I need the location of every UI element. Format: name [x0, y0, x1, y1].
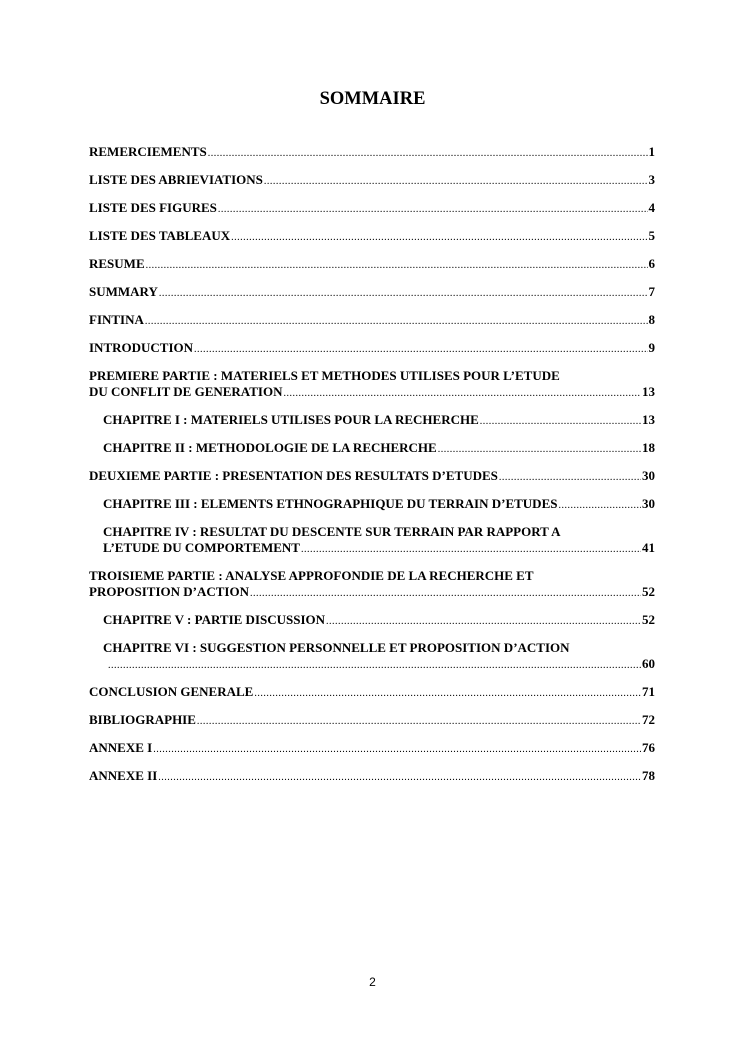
- dot-leader: [158, 770, 641, 786]
- toc-entry[interactable]: [103, 640, 655, 674]
- toc-entry[interactable]: [89, 284, 655, 302]
- toc-entry[interactable]: [89, 368, 655, 402]
- toc-entry-title: LISTE DES FIGURES: [89, 200, 217, 215]
- dot-leader: [558, 498, 641, 514]
- toc-entry[interactable]: [89, 684, 655, 702]
- toc-entry[interactable]: [89, 144, 655, 162]
- toc-entry[interactable]: [89, 340, 655, 358]
- toc-entry-page: 1: [648, 144, 655, 159]
- toc-entry[interactable]: [89, 256, 655, 274]
- toc-entry[interactable]: [89, 768, 655, 786]
- dot-leader: [218, 202, 648, 218]
- toc-entry-page: 6: [648, 256, 655, 271]
- toc-entry-page: 3: [648, 172, 655, 187]
- toc-entry-title: CHAPITRE V : PARTIE DISCUSSION: [103, 612, 326, 627]
- toc-entry-page: 8: [648, 312, 655, 327]
- dot-leader: [194, 342, 647, 358]
- toc-entry-title-line: CHAPITRE IV : RESULTAT DU DESCENTE SUR TERRAIN PAR RAPPORT A: [103, 524, 561, 539]
- toc-entry-title: PROPOSITION D’ACTION: [89, 584, 249, 599]
- toc-entry-page: 9: [648, 340, 655, 355]
- toc-entry[interactable]: [89, 172, 655, 190]
- toc-entry[interactable]: [103, 496, 655, 514]
- toc-entry-page: 4: [648, 200, 655, 215]
- toc-entry[interactable]: [103, 440, 655, 458]
- page-title: SOMMAIRE: [319, 89, 426, 109]
- dot-leader: [326, 614, 641, 630]
- toc-entry-page: 30: [642, 496, 655, 511]
- toc-entry-title: LISTE DES TABLEAUX: [89, 228, 231, 243]
- dot-leader: [480, 414, 641, 430]
- dot-leader: [301, 542, 641, 558]
- toc-entry-title-line: TROISIEME PARTIE : ANALYSE APPROFONDIE DE LA RECHERCHE ET: [89, 568, 534, 583]
- toc-entry[interactable]: [89, 712, 655, 730]
- dot-leader: [231, 230, 647, 246]
- toc-entry[interactable]: [103, 524, 655, 558]
- dot-leader: [159, 286, 648, 302]
- dot-leader: [153, 742, 641, 758]
- dot-leader: [264, 174, 648, 190]
- dot-leader: [438, 442, 641, 458]
- toc-entry-page: 76: [642, 740, 655, 755]
- dot-leader: [197, 714, 641, 730]
- toc-entry-page: 71: [642, 684, 655, 699]
- toc-entry-title: L’ETUDE DU COMPORTEMENT: [103, 540, 300, 555]
- toc-entry-title: CHAPITRE I : MATERIELS UTILISES POUR LA RECHERCHE: [103, 412, 479, 427]
- toc-entry-title: CHAPITRE II : METHODOLOGIE DE LA RECHERCHE: [103, 440, 437, 455]
- dot-leader: [499, 470, 641, 486]
- toc-entry-title: SUMMARY: [89, 284, 158, 299]
- toc-entry-page: 78: [642, 768, 655, 783]
- toc-entry-title: FINTINA: [89, 312, 144, 327]
- toc-entry-title: LISTE DES ABRIEVIATIONS: [89, 172, 263, 187]
- toc-entry-page: 41: [642, 540, 655, 555]
- toc-entry-title: RESUME: [89, 256, 145, 271]
- toc-entry-title: ANNEXE I: [89, 740, 153, 755]
- toc-entry-title: DU CONFLIT DE GENERATION: [89, 384, 283, 399]
- toc-entry-title-line: PREMIERE PARTIE : MATERIELS ET METHODES UTILISES POUR L’ETUDE: [89, 368, 560, 383]
- toc-entry-title-line: CHAPITRE VI : SUGGESTION PERSONNELLE ET PROPOSITION D’ACTION: [103, 640, 570, 655]
- table-of-contents: [89, 144, 655, 796]
- toc-entry-page: 13: [642, 412, 655, 427]
- toc-entry-page: 7: [648, 284, 655, 299]
- toc-entry-page: 72: [642, 712, 655, 727]
- toc-entry-page: 30: [642, 468, 655, 483]
- toc-entry-title: CHAPITRE III : ELEMENTS ETHNOGRAPHIQUE DU TERRAIN D’ETUDES: [103, 496, 558, 511]
- dot-leader: [145, 314, 648, 330]
- dot-leader: [283, 386, 641, 402]
- toc-entry[interactable]: [103, 612, 655, 630]
- toc-entry-page: 60: [642, 656, 655, 671]
- toc-entry-title: REMERCIEMENTS: [89, 144, 207, 159]
- toc-entry[interactable]: [89, 568, 655, 602]
- dot-leader: [146, 258, 648, 274]
- toc-entry-page: 52: [642, 612, 655, 627]
- dot-leader: [108, 658, 641, 674]
- dot-leader: [250, 586, 641, 602]
- toc-entry-title: CONCLUSION GENERALE: [89, 684, 254, 699]
- toc-entry-page: 52: [642, 584, 655, 599]
- dot-leader: [208, 146, 648, 162]
- toc-entry[interactable]: [89, 468, 655, 486]
- toc-entry-title: ANNEXE II: [89, 768, 158, 783]
- dot-leader: [254, 686, 641, 702]
- toc-entry[interactable]: [89, 228, 655, 246]
- toc-entry-page: 13: [642, 384, 655, 399]
- toc-entry-title: INTRODUCTION: [89, 340, 194, 355]
- toc-entry[interactable]: [89, 312, 655, 330]
- toc-entry-page: 5: [648, 228, 655, 243]
- toc-entry[interactable]: [89, 740, 655, 758]
- page-number: 2: [369, 975, 376, 989]
- toc-entry-title: DEUXIEME PARTIE : PRESENTATION DES RESULTATS D’ETUDES: [89, 468, 498, 483]
- toc-entry-title: BIBLIOGRAPHIE: [89, 712, 196, 727]
- toc-entry[interactable]: [89, 200, 655, 218]
- toc-entry-page: 18: [642, 440, 655, 455]
- toc-entry[interactable]: [103, 412, 655, 430]
